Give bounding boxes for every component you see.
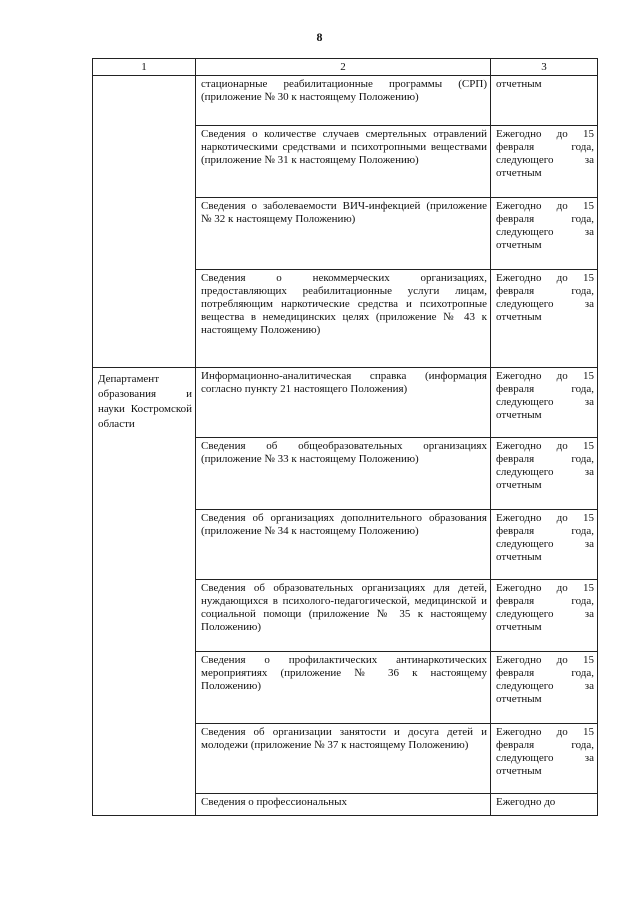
- table-row: [93, 76, 598, 126]
- report-name-cell: Сведения о количестве случаев смертельных отравлений наркотическими средствами и психотропными веществами (приложение № 31 к настоящему Положению): [196, 126, 491, 198]
- report-name-cell: стационарные реабилитационные программы (СРП) (приложение № 30 к настоящему Положению): [196, 76, 491, 126]
- report-name-cell: Сведения об образовательных организациях для детей, нуждающихся в психолого-педагогической, медицинской и социальной помощи (приложение № 35 к настоящему Положению): [196, 580, 491, 652]
- deadline-cell: Ежегодно до 15 февраля года, следующего за отчетным: [491, 126, 598, 198]
- report-table: [92, 58, 598, 816]
- deadline-cell: Ежегодно до 15 февраля года, следующего за отчетным: [491, 652, 598, 724]
- deadline-cell: Ежегодно до 15 февраля года, следующего за отчетным: [491, 368, 598, 438]
- report-name-cell: Сведения об организациях дополнительного образования (приложение № 34 к настоящему Положению): [196, 510, 491, 580]
- header-col-2: 2: [196, 59, 491, 76]
- deadline-cell: Ежегодно до 15 февраля года, следующего за отчетным: [491, 580, 598, 652]
- report-name-cell: Сведения о некоммерческих организациях, предоставляющих реабилитационные услуги лицам, потребляющим наркотические средства и психотропные вещества в немедицинских целях (приложение № 43 к настоящему Положению): [196, 270, 491, 368]
- header-col-3: 3: [491, 59, 598, 76]
- report-name-cell: Сведения об общеобразовательных организациях (приложение № 33 к настоящему Положению): [196, 438, 491, 510]
- deadline-cell: Ежегодно до: [491, 794, 598, 816]
- table-header-row: [93, 59, 598, 76]
- deadline-cell: Ежегодно до 15 февраля года, следующего за отчетным: [491, 724, 598, 794]
- deadline-cell: Ежегодно до 15 февраля года, следующего за отчетным: [491, 510, 598, 580]
- responsible-cell-empty: [93, 76, 196, 368]
- deadline-cell: Ежегодно до 15 февраля года, следующего за отчетным: [491, 198, 598, 270]
- department-cell: Департамент образования и науки Костромской области: [93, 368, 196, 816]
- deadline-cell: Ежегодно до 15 февраля года, следующего за отчетным: [491, 438, 598, 510]
- report-name-cell: Сведения о заболеваемости ВИЧ-инфекцией (приложение № 32 к настоящему Положению): [196, 198, 491, 270]
- report-name-cell: Информационно-аналитическая справка (информация согласно пункту 21 настоящего Положения): [196, 368, 491, 438]
- deadline-cell: отчетным: [491, 76, 598, 126]
- report-name-cell: Сведения о профессиональных: [196, 794, 491, 816]
- report-name-cell: Сведения о профилактических антинаркотических мероприятиях (приложение № 36 к настоящему Положению): [196, 652, 491, 724]
- header-col-1: 1: [93, 59, 196, 76]
- report-name-cell: Сведения об организации занятости и досуга детей и молодежи (приложение № 37 к настоящему Положению): [196, 724, 491, 794]
- page-number: 8: [316, 30, 323, 44]
- table-row: [93, 368, 598, 438]
- deadline-cell: Ежегодно до 15 февраля года, следующего за отчетным: [491, 270, 598, 368]
